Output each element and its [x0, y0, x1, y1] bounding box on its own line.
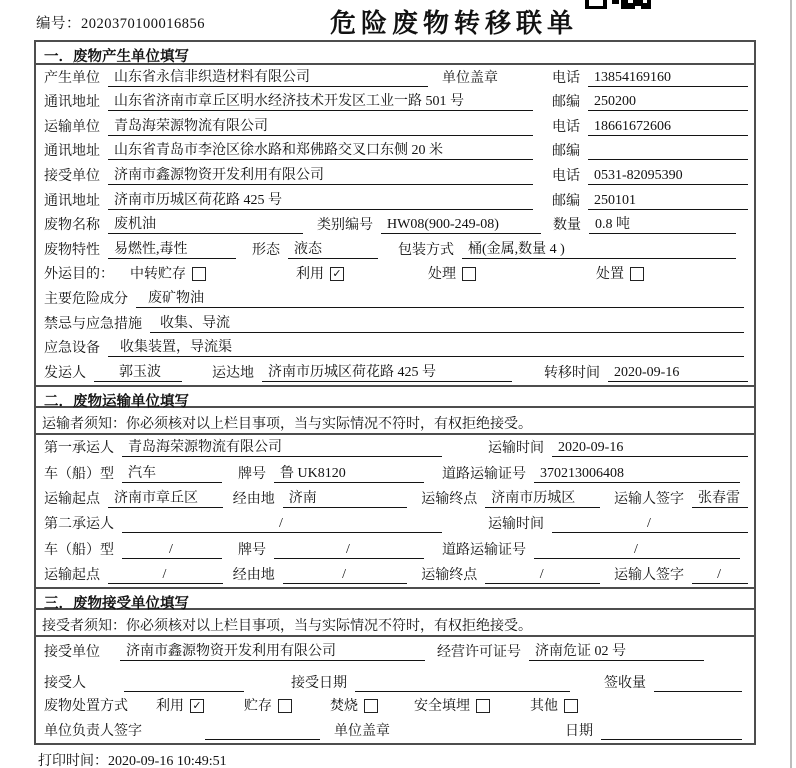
producer-address-row: [36, 90, 754, 115]
trait-label: 废物特性: [44, 242, 100, 258]
phone1-label: 电话: [552, 70, 580, 86]
pack-label: 包装方式: [398, 242, 454, 258]
doc-number-value: 2020370100016856: [81, 16, 205, 32]
via1-value: 济南: [283, 487, 407, 508]
carrier1-value: 青岛海荣源物流有限公司: [122, 436, 442, 457]
phone1-value: 13854169160: [588, 70, 748, 87]
disposal-landfill-checkbox: [476, 699, 490, 713]
consignor-value: 郭玉波: [94, 361, 182, 382]
disposal-other-checkbox: [564, 699, 578, 713]
route1-row: [36, 486, 754, 511]
hazard-component-row: [36, 286, 754, 311]
responsible-label: 单位负责人签字: [44, 724, 142, 740]
sign1-label: 运输人签字: [614, 491, 684, 507]
transfer-time-label: 转移时间: [544, 365, 600, 381]
disposal-incineration-checkbox: [364, 699, 378, 713]
route2-row: [36, 562, 754, 587]
receiver-address-row: [36, 188, 754, 213]
purpose-transfer-storage-label: 中转贮存: [130, 267, 186, 283]
addr2-label: 通讯地址: [44, 144, 100, 160]
section1-body: [36, 65, 754, 385]
section3-header: 三．废物接受单位填写: [36, 587, 754, 610]
purpose-disposal-label: 处置: [596, 267, 624, 283]
unit-value: 济南市鑫源物资开发利用有限公司: [120, 640, 425, 661]
disposal-storage-checkbox: [278, 699, 292, 713]
transfer-time-value: 2020-09-16: [608, 365, 748, 382]
addr1-label: 通讯地址: [44, 95, 100, 111]
addr2-value: 山东省青岛市李沧区徐水路和郑佛路交叉口东侧 20 米: [108, 139, 533, 160]
zip1-label: 邮编: [552, 95, 580, 111]
responsible-value: [205, 739, 320, 740]
carrier1-label: 第一承运人: [44, 441, 114, 457]
purpose-reuse-checkbox: ✓: [330, 267, 344, 281]
trait-value: 易燃性,毒性: [108, 238, 236, 259]
zip2-label: 邮编: [552, 144, 580, 160]
receiver-row: [36, 163, 754, 188]
form-label: 形态: [252, 242, 280, 258]
dest-value: 济南市历城区荷花路 425 号: [262, 361, 512, 382]
time1-value: 2020-09-16: [552, 440, 748, 457]
phone3-value: 0531-82095390: [588, 168, 748, 185]
taboo-label: 禁忌与应急措施: [44, 316, 142, 332]
section1-header: 一．废物产生单位填写: [36, 42, 754, 65]
receiver-label: 接受单位: [44, 168, 100, 184]
recipient-row: [36, 664, 754, 695]
via1-label: 经由地: [232, 491, 275, 507]
road2-value: /: [534, 542, 740, 559]
equip-value: 收集装置，导流渠: [108, 336, 744, 357]
transporter-value: 青岛海荣源物流有限公司: [108, 115, 533, 136]
road1-value: 370213006408: [534, 466, 740, 483]
vehicle1-row: [36, 460, 754, 485]
section2-body: [36, 435, 754, 587]
permit-label: 经营许可证号: [437, 645, 521, 661]
print-time-label: 打印时间：: [38, 754, 108, 768]
via2-label: 经由地: [232, 568, 275, 584]
zip2-value: [588, 159, 748, 160]
unit-seal-label: 单位盖章: [442, 70, 498, 86]
phone2-label: 电话: [552, 119, 580, 135]
zip3-value: 250101: [588, 193, 748, 210]
producer-row: [36, 65, 754, 90]
date2-value: [601, 739, 742, 740]
origin1-value: 济南市章丘区: [108, 487, 223, 508]
vtype2-value: /: [122, 542, 222, 559]
category-value: HW08(900-249-08): [381, 217, 541, 234]
page-title: 危险废物转移联单: [330, 9, 579, 38]
sign2-value: /: [692, 567, 748, 584]
producer-label: 产生单位: [44, 70, 100, 86]
receive-date-label: 接受日期: [291, 676, 347, 692]
zip3-label: 邮编: [552, 193, 580, 209]
purpose-treatment-label: 处理: [428, 267, 456, 283]
phone3-label: 电话: [552, 168, 580, 184]
unit-label: 接受单位: [44, 645, 100, 661]
origin1-label: 运输起点: [44, 491, 100, 507]
disposal-label: 废物处置方式: [44, 699, 128, 715]
receiving-unit-row: [36, 637, 754, 664]
transporter-row: [36, 114, 754, 139]
disposal-other-label: 其他: [530, 699, 558, 715]
section3-body: [36, 637, 754, 743]
responsible-signature-row: [36, 718, 754, 743]
doc-number: [36, 12, 205, 33]
addr3-value: 济南市历城区荷花路 425 号: [108, 189, 533, 210]
qty-label: 数量: [553, 218, 581, 234]
pack-value: 桶(金属,数量 4 ): [462, 238, 736, 259]
purpose-treatment-checkbox: [462, 267, 476, 281]
origin2-label: 运输起点: [44, 568, 100, 584]
receiver-notice: 接受者须知：你必须核对以上栏目事项，当与实际情况不符时，有权拒绝接受。: [36, 610, 754, 637]
category-label: 类别编号: [317, 218, 373, 234]
permit-value: 济南危证 02 号: [529, 640, 704, 661]
taboo-value: 收集、导流: [150, 312, 744, 333]
print-time-value: 2020-09-16 10:49:51: [108, 754, 227, 768]
carrier2-row: [36, 511, 754, 536]
time2-label: 运输时间: [488, 517, 544, 533]
purpose-transfer-storage-checkbox: [192, 267, 206, 281]
transporter-label: 运输单位: [44, 119, 100, 135]
section2-header: 二．废物运输单位填写: [36, 385, 754, 408]
signed-qty-value: [654, 691, 742, 692]
recipient-value: [124, 691, 244, 692]
road2-label: 道路运输证号: [442, 542, 526, 558]
sign2-label: 运输人签字: [614, 568, 685, 584]
doc-number-label: 编号：: [36, 16, 81, 32]
date2-label: 日期: [565, 724, 593, 740]
vtype1-label: 车（船）型: [44, 466, 114, 482]
purpose-disposal-checkbox: [630, 267, 644, 281]
vehicle2-row: [36, 536, 754, 561]
transfer-purpose-row: [36, 262, 754, 287]
hazard-label: 主要危险成分: [44, 291, 128, 307]
end2-label: 运输终点: [421, 568, 478, 584]
transporter-address-row: [36, 139, 754, 164]
disposal-method-row: [36, 695, 754, 718]
dest-label: 运达地: [212, 365, 254, 381]
plate2-label: 牌号: [238, 542, 266, 558]
qr-code-fragment: [585, 0, 651, 9]
plate1-value: 鲁 UK8120: [274, 462, 424, 483]
vtype1-value: 汽车: [122, 462, 222, 483]
addr1-value: 山东省济南市章丘区明水经济技术开发区工业一路 501 号: [108, 90, 533, 111]
disposal-storage-label: 贮存: [244, 699, 272, 715]
emergency-equipment-row: [36, 336, 754, 361]
form-value: 液态: [288, 238, 378, 259]
transporter-notice: 运输者须知：你必须核对以上栏目事项，当与实际情况不符时，有权拒绝接受。: [36, 408, 754, 435]
unit-seal2-label: 单位盖章: [334, 724, 390, 740]
hazard-value: 废矿物油: [136, 287, 744, 308]
time1-label: 运输时间: [488, 441, 544, 457]
equip-label: 应急设备: [44, 341, 100, 357]
carrier2-value: /: [122, 516, 442, 533]
disposal-landfill-label: 安全填埋: [414, 699, 470, 715]
consignor-label: 发运人: [44, 365, 86, 381]
manifest-form: [34, 40, 756, 745]
end1-value: 济南市历城区: [485, 487, 600, 508]
signed-qty-label: 签收量: [604, 676, 646, 692]
disposal-reuse-checkbox: ✓: [190, 699, 204, 713]
purpose-reuse-label: 利用: [296, 267, 324, 283]
carrier1-row: [36, 435, 754, 460]
origin2-value: /: [108, 567, 223, 584]
taboo-measures-row: [36, 311, 754, 336]
plate1-label: 牌号: [238, 466, 266, 482]
vtype2-label: 车（船）型: [44, 542, 114, 558]
qty-value: 0.8 吨: [589, 213, 736, 234]
producer-value: 山东省永信非织造材料有限公司: [108, 66, 428, 87]
purpose-label: 外运目的：: [44, 267, 114, 283]
waste-name-row: [36, 213, 754, 238]
end1-label: 运输终点: [421, 491, 478, 507]
page-right-edge: [790, 0, 792, 768]
disposal-reuse-label: 利用: [156, 699, 184, 715]
waste-name-label: 废物名称: [44, 218, 100, 234]
waste-name-value: 废机油: [108, 213, 303, 234]
plate2-value: /: [274, 542, 424, 559]
time2-value: /: [552, 516, 748, 533]
zip1-value: 250200: [588, 94, 748, 111]
consignor-row: [36, 360, 754, 385]
carrier2-label: 第二承运人: [44, 517, 114, 533]
disposal-incineration-label: 焚烧: [330, 699, 358, 715]
via2-value: /: [283, 567, 407, 584]
end2-value: /: [485, 567, 600, 584]
print-time: [38, 750, 227, 768]
addr3-label: 通讯地址: [44, 193, 100, 209]
receive-date-value: [355, 691, 570, 692]
phone2-value: 18661672606: [588, 119, 748, 136]
waste-trait-row: [36, 237, 754, 262]
receiver-value: 济南市鑫源物资开发利用有限公司: [108, 164, 533, 185]
recipient-label: 接受人: [44, 676, 86, 692]
sign1-value: 张春雷: [692, 487, 748, 508]
road1-label: 道路运输证号: [442, 466, 526, 482]
